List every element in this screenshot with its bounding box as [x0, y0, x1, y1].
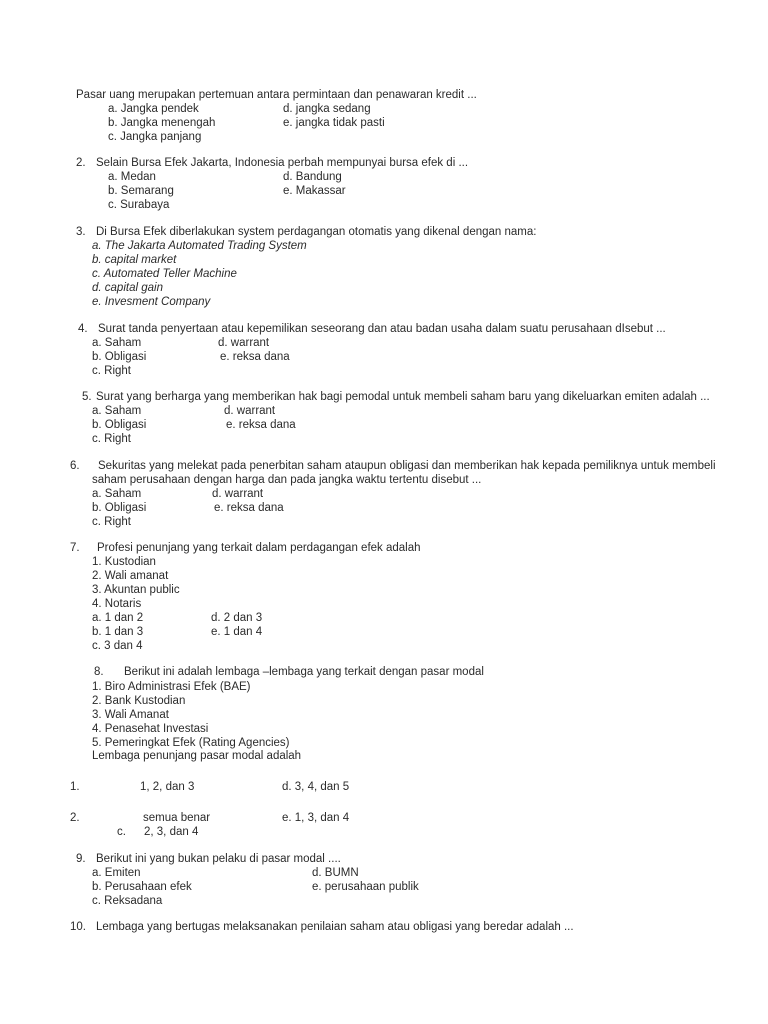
q8-row1-number: 1. — [70, 781, 80, 793]
q9-option-e: e. perusahaan publik — [312, 881, 419, 893]
q7-option-e: e. 1 dan 4 — [211, 626, 263, 638]
q8-row3-letter: c. — [117, 826, 126, 838]
q3-option-e: e. Invesment Company — [92, 296, 211, 308]
q4-option-b: b. Obligasi — [92, 351, 147, 363]
q7-option-a: a. 1 dan 2 — [92, 612, 144, 624]
q5-option-e: e. reksa dana — [226, 419, 296, 431]
q8-number: 8. — [94, 666, 104, 678]
q10-stem: Lembaga yang bertugas melaksanakan penilaian saham atau obligasi yang beredar adalah ... — [96, 921, 574, 933]
q1-stem: Pasar uang merupakan pertemuan antara permintaan dan penawaran kredit ... — [76, 89, 477, 101]
q2-option-b: b. Semarang — [108, 185, 174, 197]
q9-option-a: a. Emiten — [92, 867, 141, 879]
q4-option-a: a. Saham — [92, 337, 142, 349]
q6-option-d: d. warrant — [212, 488, 264, 500]
q7-item-4: 4. Notaris — [92, 598, 142, 610]
q2-option-e: e. Makassar — [283, 185, 346, 197]
q7-option-d: d. 2 dan 3 — [211, 612, 263, 624]
q4-stem: Surat tanda penyertaan atau kepemilikan seseorang dan atau badan usaha dalam suatu perusahaan dIsebut ... — [98, 323, 666, 335]
q8-row2-number: 2. — [70, 812, 80, 824]
q9-option-b: b. Perusahaan efek — [92, 881, 192, 893]
q9-option-d: d. BUMN — [312, 867, 359, 879]
q8-stem: Berikut ini adalah lembaga –lembaga yang terkait dengan pasar modal — [124, 666, 484, 678]
q3-option-c: c. Automated Teller Machine — [92, 268, 237, 280]
q7-option-b: b. 1 dan 3 — [92, 626, 144, 638]
q6-stem-line2: saham perusahaan dengan harga dan pada jangka waktu tertentu disebut ... — [92, 474, 482, 486]
q1-option-b: b. Jangka menengah — [108, 117, 216, 129]
q6-option-c: c. Right — [92, 516, 131, 528]
q2-number: 2. — [76, 157, 86, 169]
q8-item-4: 4. Penasehat Investasi — [92, 723, 209, 735]
q7-stem: Profesi penunjang yang terkait dalam perdagangan efek adalah — [97, 542, 421, 554]
q2-stem: Selain Bursa Efek Jakarta, Indonesia perbah mempunyai bursa efek di ... — [96, 157, 469, 169]
q8-item-2: 2. Bank Kustodian — [92, 695, 186, 707]
q3-option-b: b. capital market — [92, 254, 177, 266]
q5-number: 5. — [82, 391, 92, 403]
q5-option-c: c. Right — [92, 433, 131, 445]
q2-option-a: a. Medan — [108, 171, 156, 183]
q1-option-c: c. Jangka panjang — [108, 131, 202, 143]
q3-stem: Di Bursa Efek diberlakukan system perdagangan otomatis yang dikenal dengan nama: — [96, 226, 537, 238]
q1-option-d: d. jangka sedang — [283, 103, 371, 115]
q4-number: 4. — [78, 323, 88, 335]
q8-item-3: 3. Wali Amanat — [92, 709, 169, 721]
q3-number: 3. — [76, 226, 86, 238]
q1-option-e: e. jangka tidak pasti — [283, 117, 385, 129]
q5-option-d: d. warrant — [224, 405, 276, 417]
q7-item-3: 3. Akuntan public — [92, 584, 180, 596]
q3-option-a: a. The Jakarta Automated Trading System — [92, 240, 307, 252]
q2-option-d: d. Bandung — [283, 171, 342, 183]
q9-number: 9. — [76, 853, 86, 865]
q5-option-b: b. Obligasi — [92, 419, 147, 431]
q8-row2-answer: semua benar — [143, 812, 211, 824]
q4-option-d: d. warrant — [218, 337, 270, 349]
q2-option-c: c. Surabaya — [108, 199, 170, 211]
q6-option-e: e. reksa dana — [214, 502, 284, 514]
q7-number: 7. — [70, 542, 80, 554]
q4-option-c: c. Right — [92, 365, 131, 377]
q8-row3-answer: 2, 3, dan 4 — [144, 826, 199, 838]
q8-item-1: 1. Biro Administrasi Efek (BAE) — [92, 681, 251, 693]
q8-item-5: 5. Pemeringkat Efek (Rating Agencies) — [92, 737, 290, 749]
q8-row2-option-e: e. 1, 3, dan 4 — [282, 812, 350, 824]
q5-option-a: a. Saham — [92, 405, 142, 417]
q8-row1-answer: 1, 2, dan 3 — [140, 781, 195, 793]
q7-item-2: 2. Wali amanat — [92, 570, 169, 582]
q6-number: 6. — [70, 460, 80, 472]
q7-item-1: 1. Kustodian — [92, 556, 156, 568]
q6-option-b: b. Obligasi — [92, 502, 147, 514]
q4-option-e: e. reksa dana — [220, 351, 290, 363]
q6-option-a: a. Saham — [92, 488, 142, 500]
q6-stem-line1: Sekuritas yang melekat pada penerbitan saham ataupun obligasi dan memberikan hak kepada pemiliknya untuk membeli — [98, 460, 716, 472]
q10-number: 10. — [70, 921, 86, 933]
q7-option-c: c. 3 dan 4 — [92, 640, 143, 652]
q9-option-c: c. Reksadana — [92, 895, 163, 907]
q8-stem-2: Lembaga penunjang pasar modal adalah — [92, 750, 302, 762]
q8-row1-option-d: d. 3, 4, dan 5 — [282, 781, 350, 793]
q5-stem: Surat yang berharga yang memberikan hak bagi pemodal untuk membeli saham baru yang dikeluarkan emiten adalah ... — [96, 391, 710, 403]
q1-option-a: a. Jangka pendek — [108, 103, 199, 115]
q9-stem: Berikut ini yang bukan pelaku di pasar modal .... — [96, 853, 341, 865]
q3-option-d: d. capital gain — [92, 282, 163, 294]
